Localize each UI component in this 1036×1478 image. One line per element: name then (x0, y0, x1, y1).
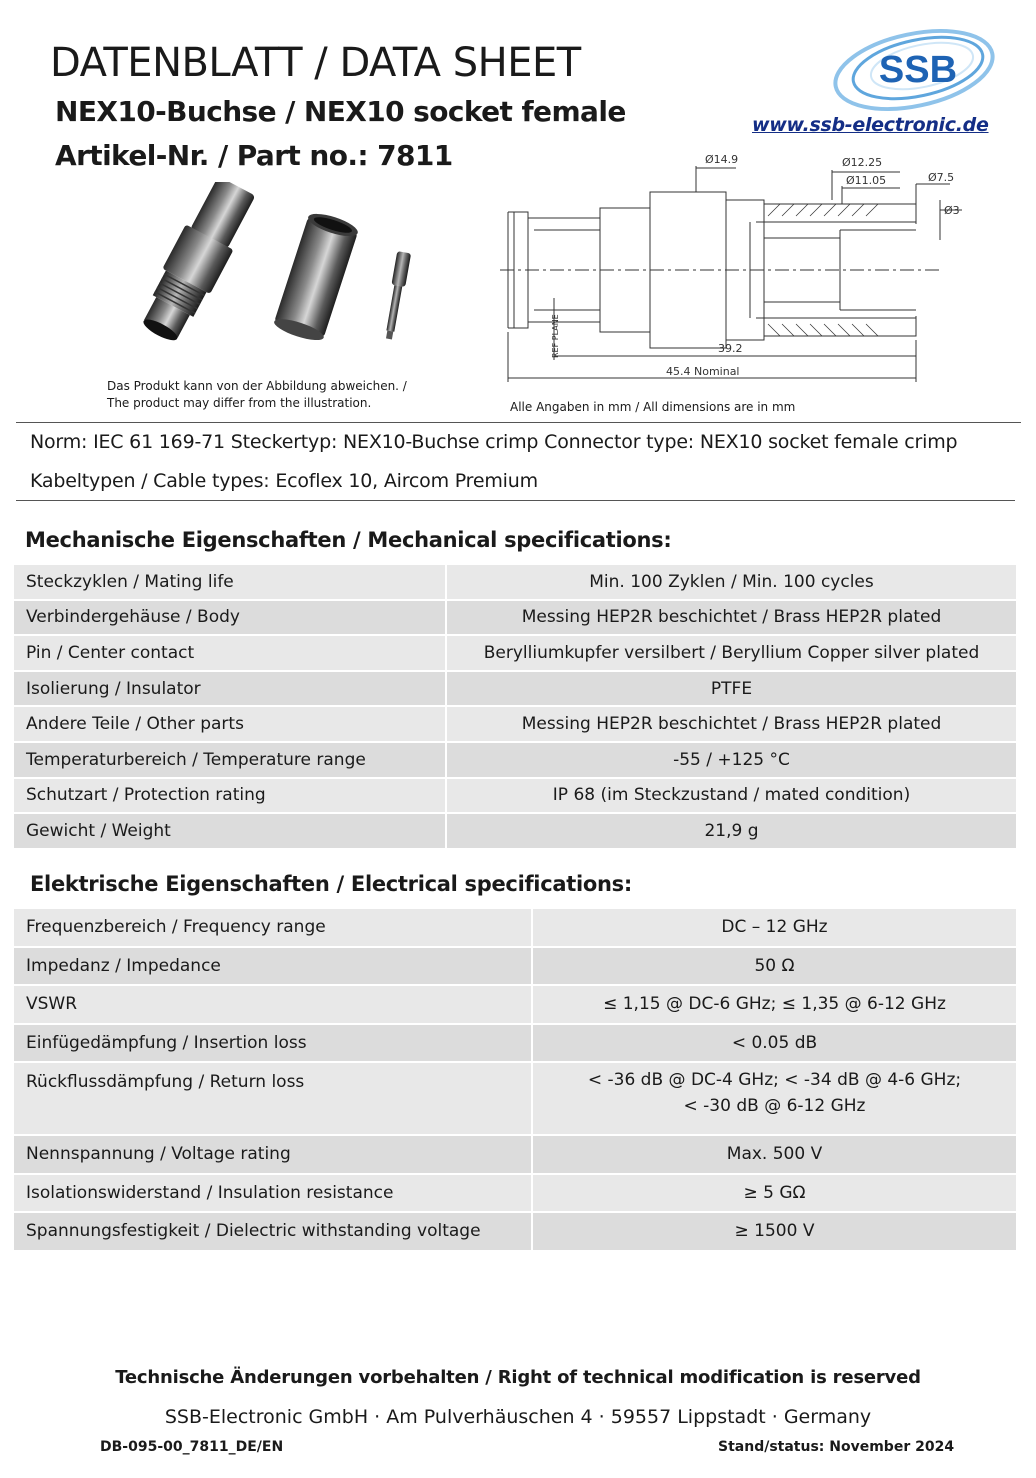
spec-value: < 0.05 dB (532, 1024, 1016, 1063)
technical-drawing (500, 148, 970, 388)
electrical-heading: Elektrische Eigenschaften / Electrical specifications: (30, 872, 632, 896)
dim-len2: 45.4 Nominal (666, 365, 740, 378)
spec-value: IP 68 (im Steckzustand / mated condition) (446, 778, 1016, 814)
product-photo (130, 182, 430, 362)
spec-value: ≤ 1,15 @ DC-6 GHz; ≤ 1,35 @ 6-12 GHz (532, 985, 1016, 1024)
spec-label: Isolationswiderstand / Insulation resistance (14, 1174, 532, 1213)
table-row (14, 909, 1016, 947)
table-row (14, 742, 1016, 778)
spec-label: Gewicht / Weight (14, 813, 446, 849)
cable-types-line: Kabeltypen / Cable types: Ecoflex 10, Aircom Premium (30, 470, 538, 492)
spec-label: Pin / Center contact (14, 635, 446, 671)
product-name: NEX10-Buchse / NEX10 socket female (55, 95, 626, 128)
spec-value: -55 / +125 °C (446, 742, 1016, 778)
page-title: DATENBLATT / DATA SHEET (50, 40, 581, 86)
ref-plane-label: REF PLANE (551, 314, 560, 358)
caption-line-2: The product may differ from the illustration. (107, 396, 372, 410)
spec-label: Nennspannung / Voltage rating (14, 1135, 532, 1174)
divider-top (16, 422, 1021, 423)
dimension-note: Alle Angaben in mm / All dimensions are in mm (510, 400, 796, 414)
spec-label: Temperaturbereich / Temperature range (14, 742, 446, 778)
logo-text: SSB (878, 49, 958, 91)
table-row (14, 947, 1016, 986)
spec-value-line-1: < -36 dB @ DC-4 GHz; < -34 dB @ 4-6 GHz; (587, 1070, 962, 1090)
spec-value: Min. 100 Zyklen / Min. 100 cycles (446, 565, 1016, 600)
spec-value: 50 Ω (532, 947, 1016, 986)
spec-value: PTFE (446, 671, 1016, 707)
dim-d3: Ø11.05 (846, 174, 887, 187)
table-row (14, 706, 1016, 742)
document-status: Stand/status: November 2024 (718, 1439, 955, 1455)
table-row (14, 635, 1016, 671)
spec-label: Schutzart / Protection rating (14, 778, 446, 814)
table-row (14, 671, 1016, 707)
spec-value: DC – 12 GHz (532, 909, 1016, 947)
modification-notice: Technische Änderungen vorbehalten / Right of technical modification is reserved (115, 1367, 921, 1388)
norm-line: Norm: IEC 61 169-71 Steckertyp: NEX10-Buchse crimp Connector type: NEX10 socket female crimp (30, 431, 958, 453)
website-link[interactable]: www.ssb-electronic.de (752, 114, 989, 136)
spec-value-line-2: < -30 dB @ 6-12 GHz (683, 1096, 866, 1116)
table-row (14, 565, 1016, 600)
table-row (14, 1062, 1016, 1135)
table-row (14, 1024, 1016, 1063)
mechanical-table (14, 565, 1016, 850)
spec-label: VSWR (14, 985, 532, 1024)
table-row (14, 1212, 1016, 1251)
document-id: DB-095-00_7811_DE/EN (100, 1439, 284, 1455)
spec-label: Isolierung / Insulator (14, 671, 446, 707)
spec-label: Impedanz / Impedance (14, 947, 532, 986)
spec-value: ≥ 5 GΩ (532, 1174, 1016, 1213)
electrical-table (14, 909, 1016, 1252)
spec-label: Spannungsfestigkeit / Dielectric withstanding voltage (14, 1212, 532, 1251)
mechanical-heading: Mechanische Eigenschaften / Mechanical specifications: (25, 528, 672, 552)
spec-label: Einfügedämpfung / Insertion loss (14, 1024, 532, 1063)
dim-d1: Ø14.9 (705, 153, 739, 166)
company-address: SSB-Electronic GmbH · Am Pulverhäuschen 4 · 59557 Lippstadt · Germany (164, 1406, 872, 1428)
table-row (14, 1135, 1016, 1174)
spec-value: Berylliumkupfer versilbert / Beryllium Copper silver plated (446, 635, 1016, 671)
spec-value: Max. 500 V (532, 1135, 1016, 1174)
table-row (14, 1174, 1016, 1213)
spec-label: Rückflussdämpfung / Return loss (14, 1062, 532, 1135)
dim-d2: Ø12.25 (842, 156, 883, 169)
spec-value (532, 1062, 1016, 1135)
dim-len1: 39.2 (718, 342, 743, 355)
part-number: Artikel-Nr. / Part no.: 7811 (55, 139, 453, 172)
divider-bottom (16, 500, 1015, 501)
dim-d4: Ø7.5 (928, 171, 955, 184)
dim-d5: Ø3 (944, 204, 960, 217)
spec-value: Messing HEP2R beschichtet / Brass HEP2R plated (446, 600, 1016, 636)
spec-label: Steckzyklen / Mating life (14, 565, 446, 600)
photo-caption (107, 378, 407, 412)
table-row (14, 985, 1016, 1024)
spec-value: 21,9 g (446, 813, 1016, 849)
table-row (14, 813, 1016, 849)
table-row (14, 600, 1016, 636)
spec-value: ≥ 1500 V (532, 1212, 1016, 1251)
spec-label: Frequenzbereich / Frequency range (14, 909, 532, 947)
spec-label: Verbindergehäuse / Body (14, 600, 446, 636)
table-row (14, 778, 1016, 814)
ssb-logo (832, 22, 1000, 120)
caption-line-1: Das Produkt kann von der Abbildung abweichen. / (107, 379, 407, 393)
spec-label: Andere Teile / Other parts (14, 706, 446, 742)
spec-value: Messing HEP2R beschichtet / Brass HEP2R plated (446, 706, 1016, 742)
